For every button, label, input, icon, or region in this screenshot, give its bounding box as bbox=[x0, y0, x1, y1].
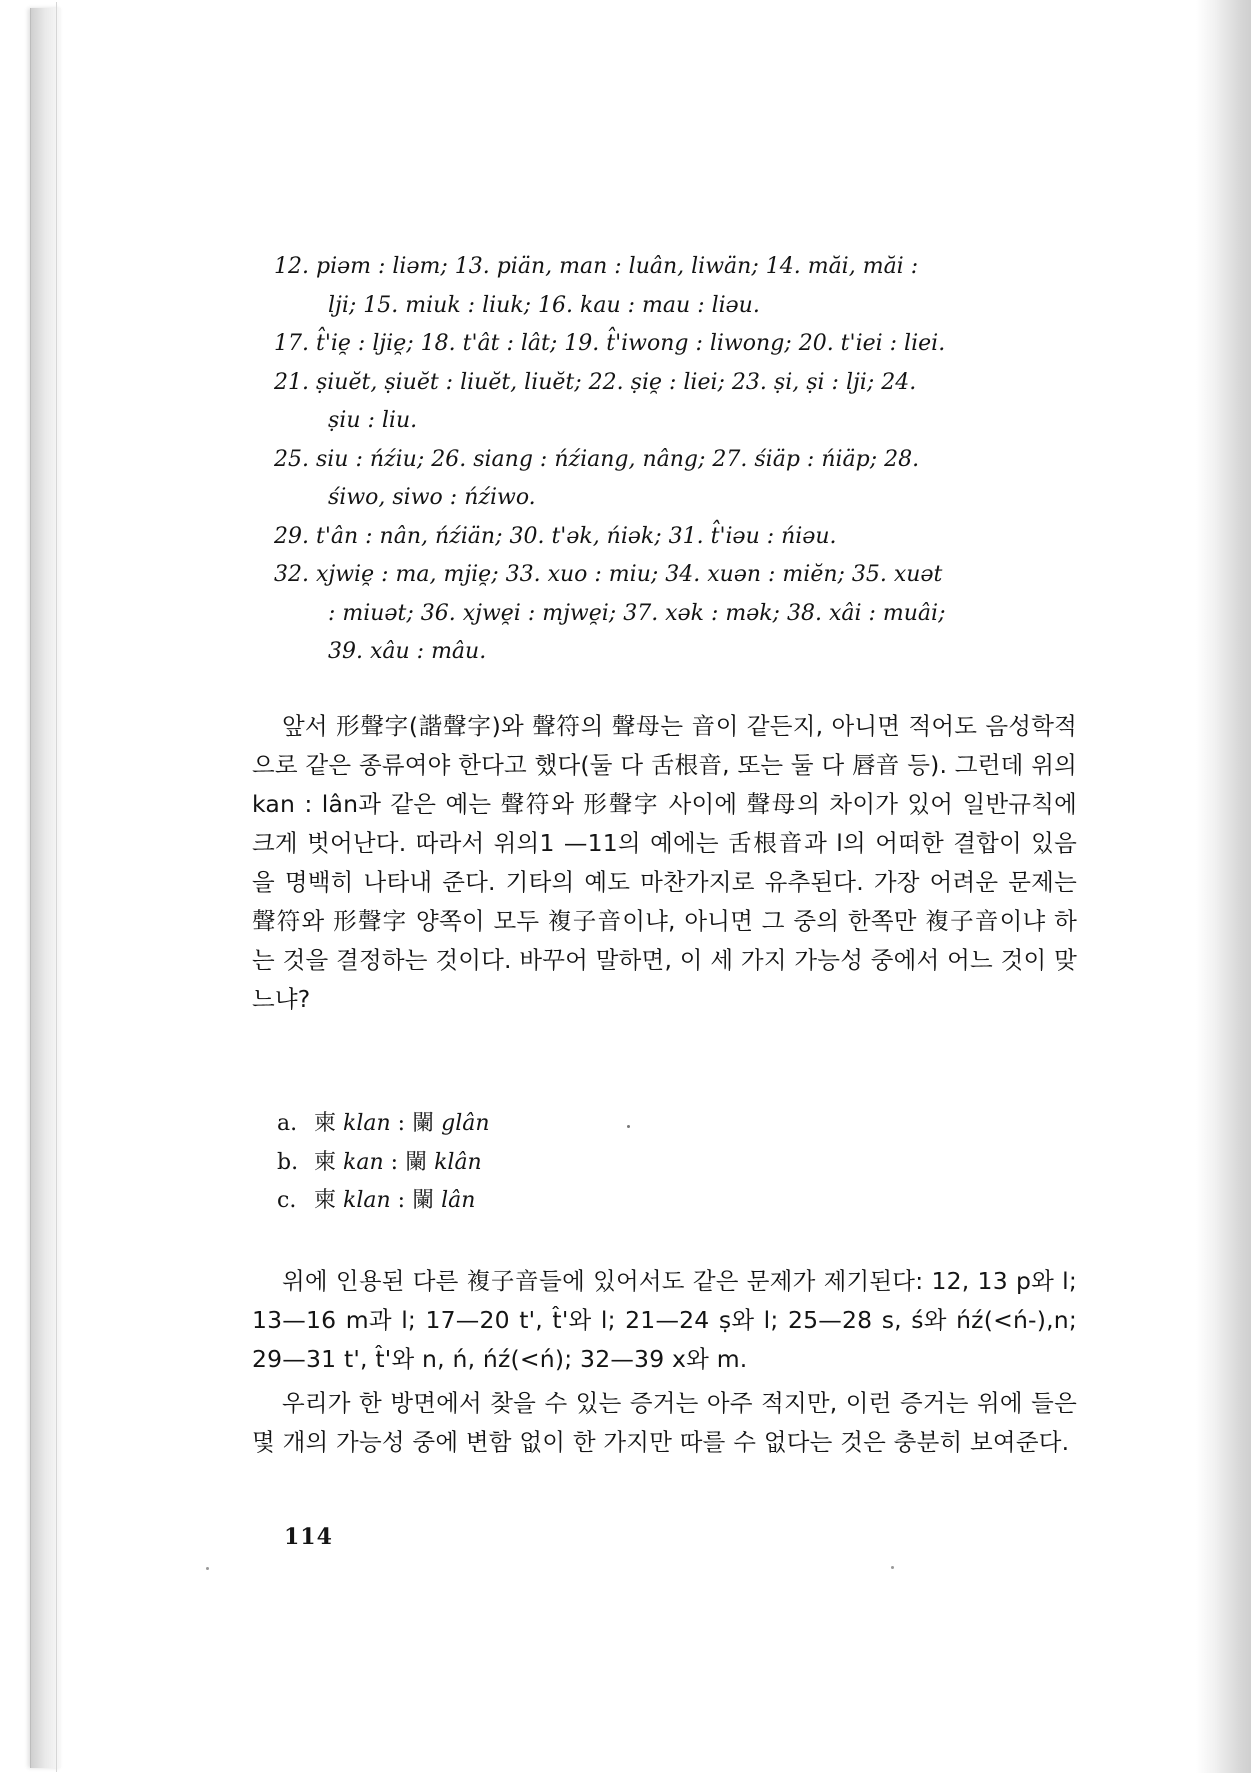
scan-speck bbox=[891, 1566, 894, 1569]
paragraph-text: 우리가 한 방면에서 찾을 수 있는 증거는 아주 적지만, 이런 증거는 위에 들은 몇 개의 가능성 중에 변함 없이 한 가지만 따를 수 없다는 것은 충분히 보여준다. bbox=[252, 1389, 1077, 1456]
scan-speck bbox=[627, 1125, 630, 1128]
entry-line: lji; 15. miuk : liuk; 16. kau : mau : liəu. bbox=[328, 292, 760, 318]
option-romanization: kan bbox=[343, 1149, 384, 1175]
entry-line: 39. xâu : mâu. bbox=[328, 639, 487, 664]
option-char: 柬 bbox=[314, 1149, 337, 1175]
phonetic-entries bbox=[274, 248, 1074, 672]
option-romanization: glân bbox=[441, 1111, 490, 1136]
entry-line: 17. t̂'ie̯ : ljie̯; 18. t'ât : lât; 19. t̂'iwong : liwong; 20. t'iei : liei. bbox=[274, 331, 946, 356]
entry-line: śiwo, siwo : ńźiwo. bbox=[328, 485, 536, 510]
entry-line: ṣiu : liu. bbox=[328, 408, 418, 433]
entry-line: 32. xjwie̯ : ma, mjie̯; 33. xuo : miu; 34. xuən : miĕn; 35. xuət bbox=[274, 562, 943, 587]
option-romanization: klan bbox=[343, 1188, 391, 1213]
option-item bbox=[277, 1182, 777, 1221]
option-label: c. bbox=[277, 1188, 297, 1213]
option-char: 闌 bbox=[405, 1149, 428, 1175]
entry-line: : miuət; 36. xjwe̯i : mjwe̯i; 37. xək : mək; 38. xâi : muâi; bbox=[328, 600, 946, 626]
option-romanization: lân bbox=[441, 1188, 476, 1213]
option-item bbox=[277, 1105, 777, 1144]
entry-line: 21. ṣiuĕt, ṣiuĕt : liuĕt, liuĕt; 22. ṣie̯ : liei; 23. ṣi, ṣi : lji; 24. bbox=[274, 369, 917, 395]
paragraph-phonetic-discussion bbox=[252, 707, 1077, 1019]
scan-speck bbox=[206, 1567, 209, 1570]
option-label: b. bbox=[277, 1149, 299, 1175]
option-item bbox=[277, 1144, 777, 1183]
entry-line: 12. piəm : liəm; 13. piän, man : luân, liwän; 14. măi, măi : bbox=[274, 254, 919, 279]
option-char: 闌 bbox=[412, 1111, 435, 1136]
option-char: 柬 bbox=[314, 1111, 337, 1136]
option-char: 柬 bbox=[314, 1188, 337, 1213]
option-romanization: klân bbox=[434, 1149, 482, 1175]
options-list bbox=[277, 1105, 777, 1221]
option-separator: : bbox=[397, 1111, 406, 1136]
paragraph-text: 위에 인용된 다른 複子音들에 있어서도 같은 문제가 제기된다: 12, 13 p와 l; 13—16 m과 l; 17—20 t', t̂'와 l; 21—24 ṣ와 l; 25—28 s, ś와 ńź(<ń-),n; 29—31 t', t̂'와 n, ń, ńź(<ń); 32—39 x와 m. bbox=[252, 1267, 1077, 1373]
option-label: a. bbox=[277, 1111, 298, 1136]
entry-line: 25. siu : ńźiu; 26. siang : ńźiang, nâng; 27. śiäp : ńiäp; 28. bbox=[274, 446, 920, 472]
option-char: 闌 bbox=[412, 1188, 435, 1213]
page-edge-line bbox=[56, 2, 57, 1772]
paragraph-other-clusters bbox=[252, 1262, 1077, 1379]
paragraph-text: 앞서 形聲字(諧聲字)와 聲符의 聲母는 音이 같든지, 아니면 적어도 음성학적으로 같은 종류여야 한다고 했다(둘 다 舌根音, 또는 둘 다 唇音 등). 그런데 위의 kan : lân과 같은 예는 聲符와 形聲字 사이에 聲母의 차이가 있어 일반규칙에 크게 벗어난다. 따라서 위의1 —11의 예에는 舌根音과 l의 어떠한 결합이 있음을 명백히 나타내 준다. 기타의 예도 마찬가지로 유추된다. 가장 어려운 문제는 聲符와 形聲字 양쪽이 모두 複子音이냐, 아니면 그 중의 한쪽만 複子音이냐 하는 것을 결정하는 것이다. 바꾸어 말하면, 이 세 가지 가능성 중에서 어느 것이 맞느냐? bbox=[252, 712, 1077, 1013]
option-separator: : bbox=[390, 1149, 399, 1175]
option-separator: : bbox=[397, 1188, 406, 1213]
entry-line: 29. t'ân : nân, ńźiän; 30. t'ək, ńiək; 31. t̂'iəu : ńiəu. bbox=[274, 523, 837, 549]
option-romanization: klan bbox=[343, 1111, 391, 1136]
paragraph-evidence bbox=[252, 1384, 1077, 1462]
page-number: 114 bbox=[284, 1524, 333, 1550]
